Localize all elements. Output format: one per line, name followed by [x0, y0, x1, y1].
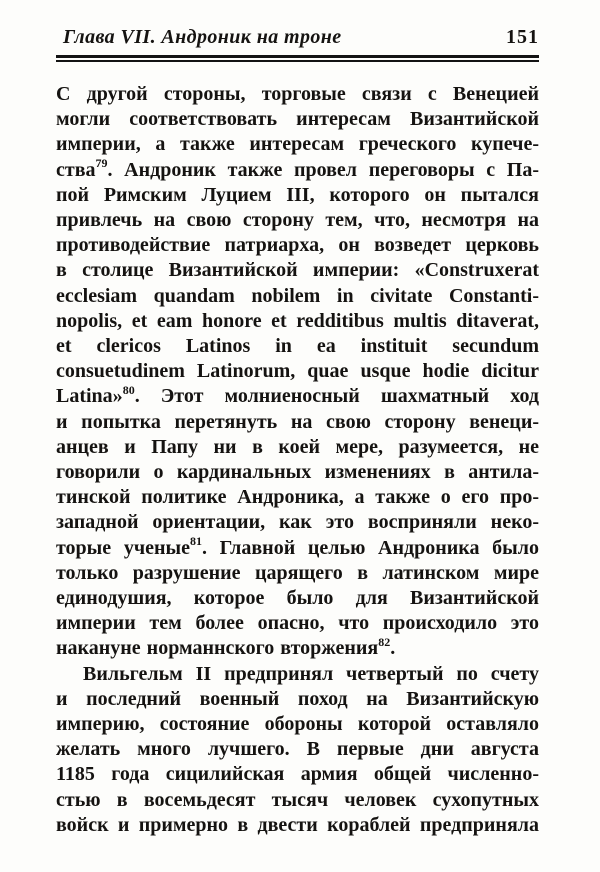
- chapter-title: Глава VII. Андроник на троне: [63, 26, 342, 48]
- text-line: ства$^{79}$. Андроник также провел переговоры с Па-: [56, 155, 539, 181]
- text-line: Latina»$^{80}$. Этот молниеносный шахматный ход: [56, 382, 539, 408]
- footnote-reference: 79: [95, 155, 108, 170]
- text-line: желать много лучшего. В первые дни августа: [56, 738, 539, 761]
- text-line: империи, а также интересам греческого купече-: [56, 133, 539, 156]
- footnote-reference: 80: [122, 382, 135, 397]
- paragraph: [56, 662, 539, 838]
- page-content: [56, 26, 539, 838]
- text-line: единодушия, которое было для Византийской: [56, 587, 539, 610]
- text-line: consuetudinem Latinorum, quae usque hodie dicitur: [56, 360, 539, 383]
- divider-thick-line: [56, 55, 539, 58]
- header-divider: [56, 55, 539, 62]
- text-line: и попытка перетянуть на свою сторону венеци-: [56, 410, 539, 433]
- text-line: привлечь на свою сторону тем, что, несмотря на: [56, 209, 539, 232]
- text-line: пой Римским Луцием III, которого он пытался: [56, 183, 539, 206]
- text-line: С другой стороны, торговые связи с Венецией: [56, 83, 539, 105]
- text-line: западной ориентации, как это восприняли неко-: [56, 511, 539, 534]
- text-line: могли соответствовать интересам Византийской: [56, 108, 539, 131]
- text-line: стью в восемьдесят тысяч человек сухопутных: [56, 788, 539, 811]
- text-line: nopolis, et eam honore et redditibus multis ditaverat,: [56, 309, 539, 332]
- text-line: в столице Византийской империи: «Construxerat: [56, 259, 539, 282]
- text-line: противодействие патриарха, он возведет церковь: [56, 234, 539, 257]
- text-line: et clericos Latinos in ea instituit secundum: [56, 335, 539, 358]
- footnote-reference: 81: [190, 534, 203, 548]
- text-line: ecclesiam quandam nobilem in civitate Constanti-: [56, 284, 539, 307]
- page-number: 151: [506, 26, 539, 48]
- divider-thin-line: [56, 60, 539, 62]
- text-line: говорили о кардинальных изменениях в антила-: [56, 461, 539, 484]
- running-header: [56, 26, 539, 48]
- footnote-reference: 82: [378, 634, 391, 649]
- text-line: Вильгельм II предпринял четвертый по счету: [83, 662, 539, 685]
- paragraph: [56, 82, 539, 662]
- text-line: войск и примерно в двести кораблей предприняла: [56, 813, 539, 836]
- text-line: накануне норманнского вторжения$^{82}$.: [56, 634, 396, 660]
- text-line: только разрушение царящего в латинском мире: [56, 561, 539, 584]
- text-line: и последний военный поход на Византийскую: [56, 687, 539, 710]
- text-line: империи тем более опасно, что происходило это: [56, 612, 539, 635]
- text-line: 1185 года сицилийская армия общей численно-: [56, 763, 539, 786]
- text-line: империю, состояние обороны которой оставляло: [56, 713, 539, 736]
- text-line: анцев и Папу ни в коей мере, разумеется, не: [56, 435, 539, 458]
- page-body: [56, 82, 539, 838]
- text-line: тинской политике Андроника, а также о его про-: [56, 486, 539, 509]
- text-line: торые ученые$^{81}$. Главной целью Андроника было: [56, 534, 539, 559]
